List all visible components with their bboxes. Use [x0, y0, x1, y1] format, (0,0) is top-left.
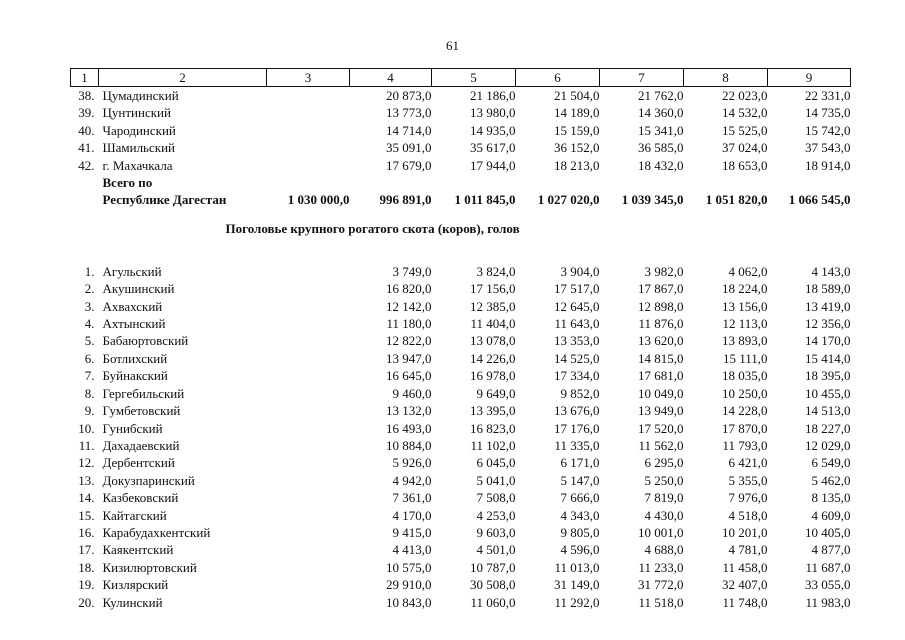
value-cell: 11 458,0 — [722, 559, 768, 575]
value-cell: 21 762,0 — [638, 88, 684, 103]
district-name: Акушинский — [102, 281, 175, 297]
value-cell: 12 822,0 — [386, 333, 432, 349]
value-cell: 14 189,0 — [554, 105, 600, 121]
district-name: Ахвахский — [102, 298, 163, 314]
row-number: 38. — [78, 88, 95, 103]
value-cell: 22 331,0 — [805, 88, 851, 103]
value-cell: 12 029,0 — [805, 437, 851, 453]
value-cell: 11 335,0 — [554, 437, 600, 453]
value-cell-3 — [267, 524, 350, 541]
value-cell-3 — [267, 139, 350, 156]
value-cell: 4 596,0 — [560, 542, 600, 558]
value-cell: 37 024,0 — [722, 140, 768, 156]
value-cell-3 — [267, 104, 350, 121]
value-cell-3 — [267, 454, 350, 471]
header-cell: 8 — [684, 69, 768, 87]
value-cell: 12 356,0 — [805, 316, 851, 332]
value-cell: 10 405,0 — [805, 524, 851, 540]
value-cell: 17 867,0 — [638, 281, 684, 297]
value-cell: 11 102,0 — [470, 437, 516, 453]
value-cell: 18 589,0 — [805, 281, 851, 297]
value-cell: 10 843,0 — [386, 594, 432, 610]
header-cell: 9 — [768, 69, 851, 87]
table-row — [71, 576, 851, 593]
value-cell: 29 910,0 — [386, 577, 432, 593]
table-row — [71, 87, 851, 105]
value-cell: 6 295,0 — [644, 455, 684, 471]
value-cell: 11 983,0 — [805, 594, 851, 610]
district-name: Цунтинский — [102, 105, 171, 121]
district-name: Кайтагский — [102, 507, 167, 523]
empty-cell — [432, 174, 516, 191]
value-cell: 11 180,0 — [386, 316, 432, 332]
row-number: 4. — [84, 316, 95, 332]
value-cell: 20 873,0 — [386, 88, 432, 103]
table-row — [71, 507, 851, 524]
value-cell: 13 949,0 — [638, 403, 684, 419]
value-cell: 17 334,0 — [554, 368, 600, 384]
value-cell: 16 820,0 — [386, 281, 432, 297]
district-name: Докузпаринский — [102, 472, 195, 488]
empty-cell — [71, 174, 99, 191]
value-cell: 13 947,0 — [386, 350, 432, 366]
total-value-cell: 1 039 345,0 — [621, 192, 684, 208]
value-cell: 21 186,0 — [470, 88, 516, 103]
value-cell: 9 649,0 — [476, 385, 516, 401]
district-name: Цумадинский — [102, 88, 179, 103]
row-number: 41. — [78, 140, 95, 156]
value-cell: 37 543,0 — [805, 140, 851, 156]
value-cell: 9 603,0 — [476, 524, 516, 540]
row-number: 19. — [78, 577, 95, 593]
row-number: 18. — [78, 559, 95, 575]
value-cell: 4 343,0 — [560, 507, 600, 523]
value-cell: 17 944,0 — [470, 157, 516, 173]
empty-cell — [350, 174, 432, 191]
value-cell: 18 653,0 — [722, 157, 768, 173]
value-cell: 36 152,0 — [554, 140, 600, 156]
table-row — [71, 263, 851, 280]
value-cell: 6 549,0 — [811, 455, 851, 471]
value-cell: 11 643,0 — [554, 316, 600, 332]
value-cell: 4 170,0 — [392, 507, 432, 523]
header-cell: 7 — [600, 69, 684, 87]
data-table — [70, 68, 851, 611]
value-cell: 14 226,0 — [470, 350, 516, 366]
row-number: 39. — [78, 105, 95, 121]
value-cell-3 — [267, 559, 350, 576]
value-cell: 11 013,0 — [554, 559, 600, 575]
value-cell: 31 149,0 — [554, 577, 600, 593]
value-cell: 3 904,0 — [560, 263, 600, 279]
value-cell: 4 413,0 — [392, 542, 432, 558]
value-cell: 15 159,0 — [554, 122, 600, 138]
row-number: 5. — [84, 333, 95, 349]
value-cell: 9 805,0 — [560, 524, 600, 540]
row-number: 40. — [78, 122, 95, 138]
row-number: 20. — [78, 594, 95, 610]
value-cell: 14 170,0 — [805, 333, 851, 349]
value-cell: 14 935,0 — [470, 122, 516, 138]
table-row — [71, 385, 851, 402]
value-cell: 6 171,0 — [560, 455, 600, 471]
value-cell-3 — [267, 489, 350, 506]
value-cell: 10 455,0 — [805, 385, 851, 401]
value-cell: 15 414,0 — [805, 350, 851, 366]
table-row — [71, 489, 851, 506]
row-number: 2. — [84, 281, 95, 297]
value-cell: 17 176,0 — [554, 420, 600, 436]
district-name: Агульский — [102, 263, 162, 279]
value-cell: 3 749,0 — [392, 263, 432, 279]
value-cell: 13 419,0 — [805, 298, 851, 314]
value-cell: 10 250,0 — [722, 385, 768, 401]
row-number: 42. — [78, 157, 95, 173]
value-cell: 22 023,0 — [722, 88, 768, 103]
value-cell-3 — [267, 385, 350, 402]
value-cell: 13 156,0 — [722, 298, 768, 314]
value-cell: 10 575,0 — [386, 559, 432, 575]
value-cell: 13 676,0 — [554, 403, 600, 419]
value-cell: 8 135,0 — [811, 490, 851, 506]
row-number: 10. — [78, 420, 95, 436]
value-cell: 5 462,0 — [811, 472, 851, 488]
value-cell: 5 250,0 — [644, 472, 684, 488]
value-cell: 4 781,0 — [728, 542, 768, 558]
spacer-row — [71, 249, 851, 263]
value-cell: 32 407,0 — [722, 577, 768, 593]
empty-cell — [684, 174, 768, 191]
value-cell: 11 687,0 — [805, 559, 851, 575]
value-cell: 5 147,0 — [560, 472, 600, 488]
value-cell-3 — [267, 350, 350, 367]
section-title-row — [71, 209, 851, 249]
row-number: 8. — [84, 385, 95, 401]
table-row — [71, 472, 851, 489]
empty-cell — [267, 174, 350, 191]
district-name: Гунибский — [102, 420, 163, 436]
value-cell: 11 793,0 — [722, 437, 768, 453]
district-name: Шамильский — [102, 140, 175, 156]
district-name: Каякентский — [102, 542, 174, 558]
value-cell: 33 055,0 — [805, 577, 851, 593]
value-cell-3 — [267, 420, 350, 437]
table-row — [71, 524, 851, 541]
table-row — [71, 559, 851, 576]
value-cell: 11 404,0 — [470, 316, 516, 332]
row-number: 3. — [84, 298, 95, 314]
value-cell: 9 460,0 — [392, 385, 432, 401]
district-name: Дахадаевский — [102, 437, 180, 453]
value-cell: 4 430,0 — [644, 507, 684, 523]
total-value-cell: 996 891,0 — [379, 192, 432, 208]
value-cell: 4 942,0 — [392, 472, 432, 488]
row-number: 16. — [78, 524, 95, 540]
value-cell: 30 508,0 — [470, 577, 516, 593]
value-cell-3 — [267, 594, 350, 611]
page-number: 61 — [446, 38, 459, 53]
value-cell: 18 395,0 — [805, 368, 851, 384]
value-cell: 12 645,0 — [554, 298, 600, 314]
total-value-cell: 1 027 020,0 — [537, 192, 600, 208]
empty-cell — [600, 174, 684, 191]
district-name: Бабаюртовский — [102, 333, 189, 349]
value-cell: 12 385,0 — [470, 298, 516, 314]
district-name: Кизилюртовский — [102, 559, 197, 575]
table-row — [71, 350, 851, 367]
value-cell: 18 914,0 — [805, 157, 851, 173]
value-cell-3 — [267, 122, 350, 139]
value-cell: 17 870,0 — [722, 420, 768, 436]
value-cell-3 — [267, 87, 350, 105]
total-label-line2: Республике Дагестан — [102, 192, 227, 208]
value-cell: 14 815,0 — [638, 350, 684, 366]
value-cell: 16 823,0 — [470, 420, 516, 436]
district-name: Гумбетовский — [102, 403, 181, 419]
header-cell: 3 — [267, 69, 350, 87]
table-row — [71, 437, 851, 454]
value-cell-3 — [267, 437, 350, 454]
total-value-cell: 1 066 545,0 — [788, 192, 851, 208]
row-number: 11. — [78, 437, 95, 453]
value-cell: 13 620,0 — [638, 333, 684, 349]
value-cell: 14 360,0 — [638, 105, 684, 121]
value-cell: 4 501,0 — [476, 542, 516, 558]
value-cell: 4 253,0 — [476, 507, 516, 523]
value-cell: 7 819,0 — [644, 490, 684, 506]
table-row — [71, 298, 851, 315]
row-number: 17. — [78, 542, 95, 558]
table-row — [71, 122, 851, 139]
total-row — [71, 191, 851, 208]
table-row — [71, 402, 851, 419]
row-number: 1. — [84, 263, 95, 279]
district-name: Дербентский — [102, 455, 175, 471]
value-cell: 18 035,0 — [722, 368, 768, 384]
value-cell: 14 532,0 — [722, 105, 768, 121]
value-cell-3 — [267, 280, 350, 297]
table-row — [71, 157, 851, 174]
header-cell: 5 — [432, 69, 516, 87]
table-row — [71, 454, 851, 471]
value-cell-3 — [267, 576, 350, 593]
total-value-cell: 1 051 820,0 — [705, 192, 768, 208]
value-cell: 4 143,0 — [811, 263, 851, 279]
value-cell: 4 518,0 — [728, 507, 768, 523]
empty-cell — [516, 174, 600, 191]
row-number: 7. — [84, 368, 95, 384]
header-cell: 4 — [350, 69, 432, 87]
value-cell-3 — [267, 507, 350, 524]
value-cell: 7 976,0 — [728, 490, 768, 506]
value-cell: 17 681,0 — [638, 368, 684, 384]
section-title: Поголовье крупного рогатого скота (коров), голов — [225, 220, 520, 236]
district-name: Чародинский — [102, 122, 176, 138]
value-cell: 31 772,0 — [638, 577, 684, 593]
value-cell: 13 980,0 — [470, 105, 516, 121]
value-cell: 17 156,0 — [470, 281, 516, 297]
value-cell: 4 688,0 — [644, 542, 684, 558]
table-row — [71, 315, 851, 332]
value-cell: 18 227,0 — [805, 420, 851, 436]
value-cell: 15 525,0 — [722, 122, 768, 138]
value-cell: 4 609,0 — [811, 507, 851, 523]
value-cell: 15 742,0 — [805, 122, 851, 138]
value-cell: 13 078,0 — [470, 333, 516, 349]
total-value-cell: 1 011 845,0 — [454, 192, 516, 208]
value-cell: 17 679,0 — [386, 157, 432, 173]
value-cell: 14 513,0 — [805, 403, 851, 419]
value-cell: 11 060,0 — [470, 594, 516, 610]
value-cell: 16 493,0 — [386, 420, 432, 436]
spacer-cell — [71, 249, 851, 263]
value-cell: 11 748,0 — [722, 594, 768, 610]
value-cell: 3 982,0 — [644, 263, 684, 279]
empty-cell — [71, 191, 99, 208]
value-cell: 13 353,0 — [554, 333, 600, 349]
value-cell: 6 045,0 — [476, 455, 516, 471]
district-name: Казбековский — [102, 490, 179, 506]
value-cell-3 — [267, 367, 350, 384]
value-cell: 11 292,0 — [554, 594, 600, 610]
value-cell: 3 824,0 — [476, 263, 516, 279]
value-cell-3 — [267, 541, 350, 558]
value-cell: 12 142,0 — [386, 298, 432, 314]
value-cell: 17 517,0 — [554, 281, 600, 297]
header-cell: 6 — [516, 69, 600, 87]
value-cell: 13 773,0 — [386, 105, 432, 121]
row-number: 15. — [78, 507, 95, 523]
value-cell: 35 617,0 — [470, 140, 516, 156]
value-cell: 5 926,0 — [392, 455, 432, 471]
table-header-row — [71, 69, 851, 87]
value-cell-3 — [267, 157, 350, 174]
value-cell: 13 395,0 — [470, 403, 516, 419]
value-cell: 21 504,0 — [554, 88, 600, 103]
value-cell: 12 898,0 — [638, 298, 684, 314]
value-cell: 5 041,0 — [476, 472, 516, 488]
value-cell: 6 421,0 — [728, 455, 768, 471]
district-name: Кизлярский — [102, 577, 169, 593]
value-cell: 16 978,0 — [470, 368, 516, 384]
row-number: 14. — [78, 490, 95, 506]
value-cell: 10 787,0 — [470, 559, 516, 575]
value-cell: 7 508,0 — [476, 490, 516, 506]
row-number: 9. — [84, 403, 95, 419]
value-cell: 16 645,0 — [386, 368, 432, 384]
table-row — [71, 367, 851, 384]
value-cell: 12 113,0 — [722, 316, 768, 332]
total-label-line1: Всего по — [102, 175, 153, 191]
value-cell: 15 111,0 — [722, 350, 768, 366]
value-cell: 13 893,0 — [722, 333, 768, 349]
district-name: Кулинский — [102, 594, 163, 610]
table-row — [71, 332, 851, 349]
value-cell: 14 228,0 — [722, 403, 768, 419]
district-name: Ахтынский — [102, 316, 166, 332]
value-cell: 15 341,0 — [638, 122, 684, 138]
value-cell: 4 877,0 — [811, 542, 851, 558]
table-row — [71, 420, 851, 437]
value-cell: 18 213,0 — [554, 157, 600, 173]
table-row — [71, 594, 851, 611]
value-cell: 9 852,0 — [560, 385, 600, 401]
value-cell: 7 666,0 — [560, 490, 600, 506]
value-cell: 13 132,0 — [386, 403, 432, 419]
district-name: Буйнакский — [102, 368, 168, 384]
value-cell: 11 562,0 — [638, 437, 684, 453]
table-row — [71, 280, 851, 297]
value-cell: 35 091,0 — [386, 140, 432, 156]
value-cell: 5 355,0 — [728, 472, 768, 488]
value-cell: 7 361,0 — [392, 490, 432, 506]
value-cell: 4 062,0 — [728, 263, 768, 279]
header-cell: 1 — [71, 69, 99, 87]
table-row — [71, 541, 851, 558]
district-name: Карабудахкентский — [102, 524, 211, 540]
value-cell-3 — [267, 263, 350, 280]
value-cell-3 — [267, 332, 350, 349]
value-cell: 10 201,0 — [722, 524, 768, 540]
value-cell: 10 884,0 — [386, 437, 432, 453]
total-value-cell-3: 1 030 000,0 — [287, 192, 350, 208]
district-name: Гергебильский — [102, 385, 185, 401]
value-cell-3 — [267, 402, 350, 419]
value-cell: 14 525,0 — [554, 350, 600, 366]
row-number: 13. — [78, 472, 95, 488]
value-cell-3 — [267, 472, 350, 489]
value-cell: 10 001,0 — [638, 524, 684, 540]
value-cell: 18 432,0 — [638, 157, 684, 173]
value-cell: 18 224,0 — [722, 281, 768, 297]
value-cell: 17 520,0 — [638, 420, 684, 436]
value-cell: 14 714,0 — [386, 122, 432, 138]
row-number: 6. — [84, 350, 95, 366]
value-cell: 11 518,0 — [638, 594, 684, 610]
value-cell: 14 735,0 — [805, 105, 851, 121]
row-number: 12. — [78, 455, 95, 471]
value-cell-3 — [267, 315, 350, 332]
table-row — [71, 139, 851, 156]
empty-cell — [768, 174, 851, 191]
value-cell: 11 233,0 — [638, 559, 684, 575]
value-cell: 11 876,0 — [638, 316, 684, 332]
header-cell: 2 — [99, 69, 267, 87]
value-cell-3 — [267, 298, 350, 315]
district-name: г. Махачкала — [102, 157, 173, 173]
value-cell: 36 585,0 — [638, 140, 684, 156]
district-name: Ботлихский — [102, 350, 168, 366]
value-cell: 9 415,0 — [392, 524, 432, 540]
total-row-label — [71, 174, 851, 191]
table-row — [71, 104, 851, 121]
value-cell: 10 049,0 — [638, 385, 684, 401]
